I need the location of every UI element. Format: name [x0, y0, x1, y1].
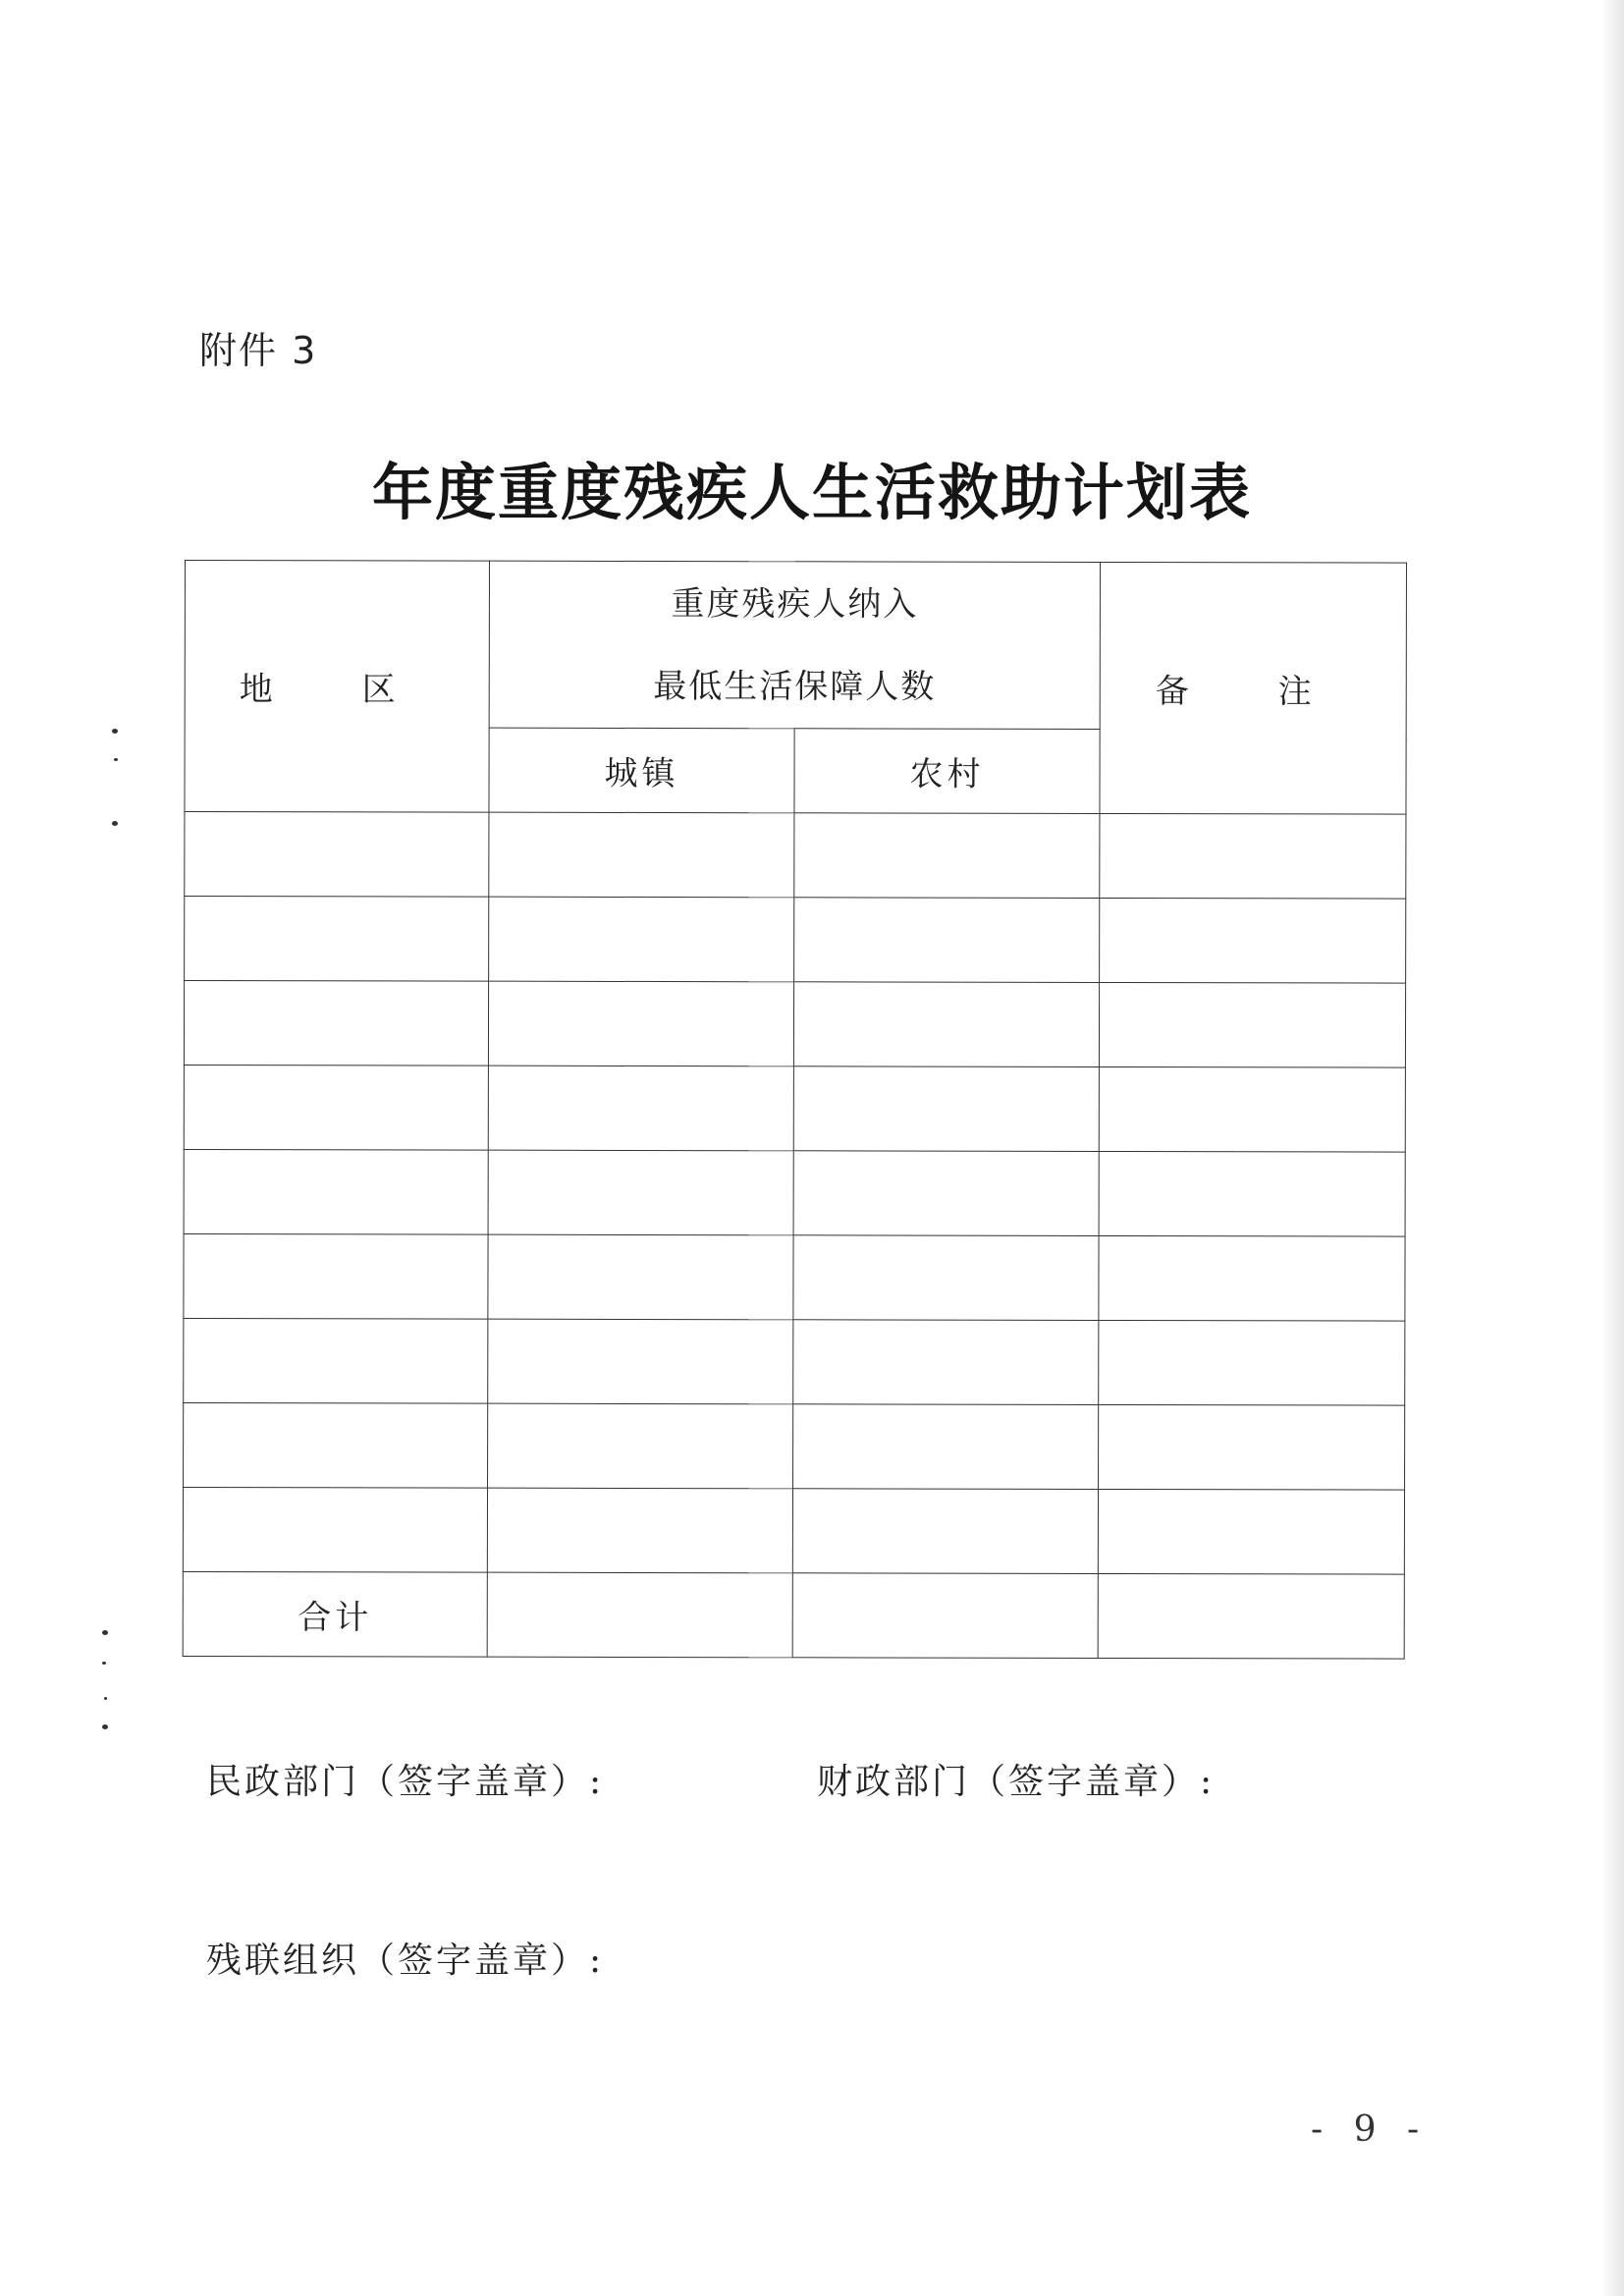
region-cell — [185, 812, 489, 898]
table-row — [184, 1402, 1405, 1490]
remarks-cell — [1099, 982, 1405, 1067]
table-row — [184, 1149, 1405, 1236]
urban-cell — [488, 1066, 793, 1151]
count-header-line1: 重度残疾人纳入 — [671, 583, 919, 625]
region-cell — [184, 1065, 488, 1150]
finance-signature: 财政部门（签字盖章）: — [817, 1762, 1216, 1802]
remarks-cell — [1099, 1320, 1405, 1405]
rural-cell — [793, 1151, 1099, 1236]
urban-cell — [489, 897, 794, 982]
total-remarks-cell — [1098, 1573, 1404, 1659]
total-urban-cell — [487, 1572, 792, 1658]
rural-cell — [793, 1404, 1099, 1490]
table-body — [183, 812, 1406, 1575]
rural-cell — [793, 982, 1099, 1067]
urban-cell — [488, 1150, 793, 1235]
urban-cell — [487, 1488, 792, 1573]
rural-cell — [793, 1320, 1099, 1405]
urban-header: 城镇 — [489, 728, 794, 813]
scan-speck — [102, 1662, 106, 1665]
remarks-cell — [1099, 1151, 1405, 1236]
table-row — [185, 897, 1406, 984]
urban-cell — [488, 1403, 793, 1489]
count-header-line2: 最低生活保障人数 — [653, 666, 937, 707]
civil-affairs-signature: 民政部门（签字盖章）: — [206, 1762, 605, 1802]
rural-cell — [793, 1066, 1099, 1152]
region-cell — [184, 1402, 488, 1488]
urban-cell — [488, 1234, 793, 1320]
region-cell — [183, 1487, 487, 1572]
page-number: - 9 - — [1311, 2109, 1430, 2150]
remarks-cell — [1100, 898, 1406, 983]
remarks-cell — [1098, 1489, 1404, 1574]
total-rural-cell — [792, 1573, 1098, 1659]
table-row — [183, 1487, 1404, 1574]
table-row — [185, 812, 1406, 900]
region-cell — [184, 1233, 488, 1319]
total-row — [183, 1571, 1404, 1659]
table-row — [184, 1233, 1405, 1321]
scan-speck — [104, 1697, 107, 1700]
scan-speck — [102, 1630, 108, 1635]
table-row — [184, 981, 1405, 1068]
remarks-cell — [1099, 1066, 1405, 1152]
table-row — [184, 1065, 1405, 1152]
relief-plan-table — [183, 560, 1407, 1660]
disabled-federation-signature: 残联组织（签字盖章）: — [206, 1941, 605, 1981]
region-header: 地 区 — [185, 561, 490, 813]
rural-cell — [793, 1235, 1099, 1321]
region-cell — [184, 981, 488, 1066]
document-title: 年度重度残疾人生活救助计划表 — [371, 457, 1252, 528]
region-cell — [185, 897, 489, 982]
rural-cell — [794, 813, 1100, 899]
remarks-cell — [1099, 1235, 1405, 1321]
count-header — [489, 561, 1100, 729]
scan-speck — [102, 1724, 108, 1729]
scan-speck — [112, 729, 118, 734]
rural-header: 农村 — [794, 729, 1100, 814]
rural-cell — [792, 1489, 1098, 1574]
page-edge-shadow — [1600, 0, 1624, 2296]
scan-speck — [114, 758, 118, 761]
remarks-cell — [1099, 1404, 1405, 1490]
region-cell — [184, 1149, 488, 1234]
urban-cell — [488, 1319, 793, 1404]
scan-speck — [112, 821, 118, 826]
region-cell — [184, 1318, 488, 1403]
table-header-row — [185, 561, 1406, 731]
remarks-header: 备 注 — [1100, 562, 1407, 814]
attachment-label: 附件 3 — [199, 329, 318, 372]
rural-cell — [794, 898, 1100, 983]
urban-cell — [488, 981, 793, 1066]
urban-cell — [489, 812, 794, 898]
table-row — [184, 1318, 1405, 1405]
remarks-cell — [1100, 813, 1406, 899]
total-label: 合计 — [183, 1571, 487, 1657]
